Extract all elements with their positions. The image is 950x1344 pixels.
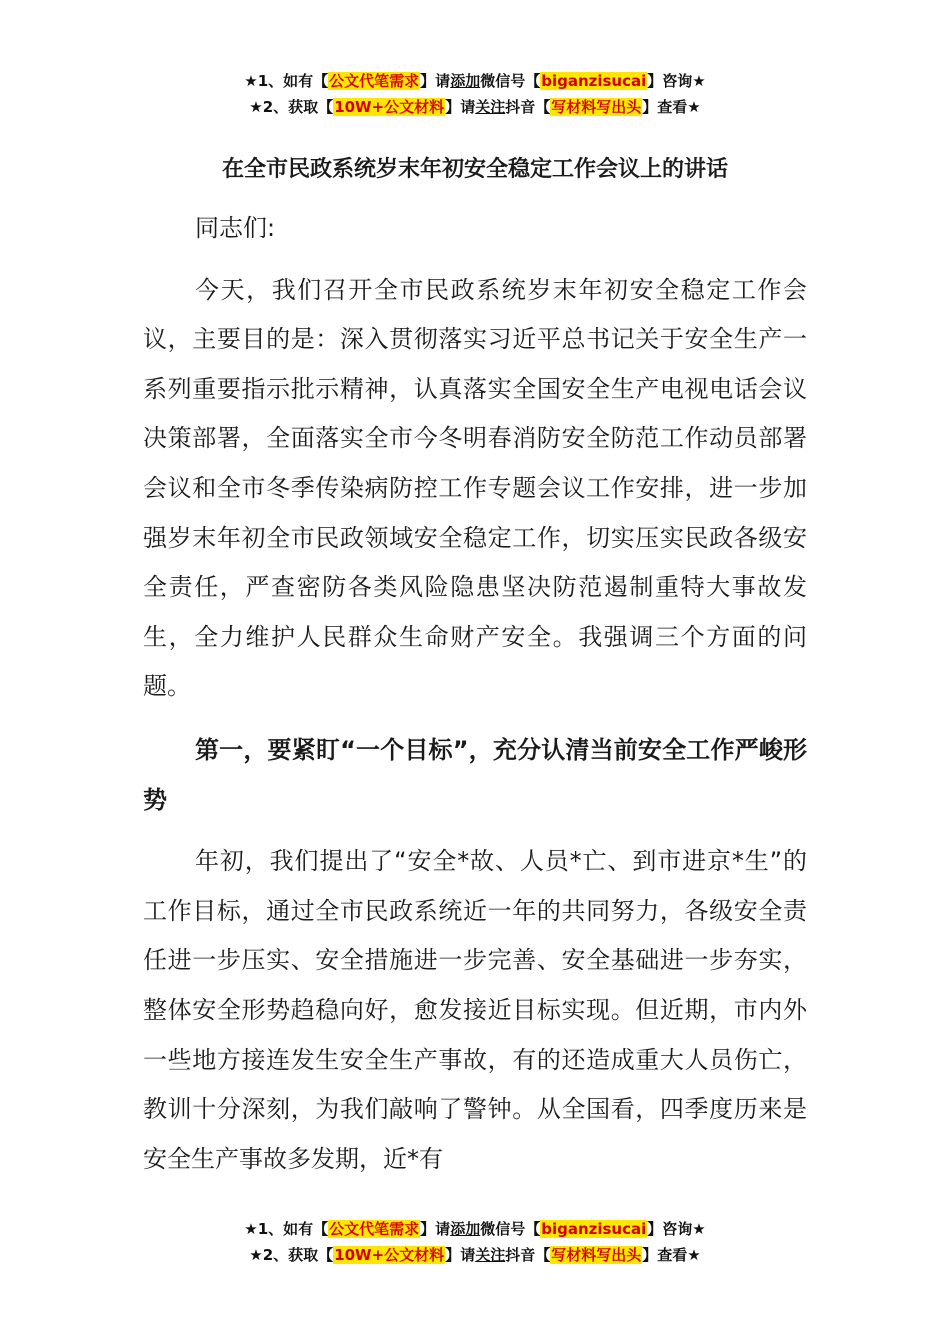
highlight-text: 公文代笔需求 [329, 1220, 420, 1238]
underlined-text: 添加 [450, 1220, 481, 1238]
paragraph: 年初，我们提出了“安全*故、人员*亡、到市进京*生”的工作目标，通过全市民政系统近一年的共同努力，各级安全责任进一步压实、安全措施进一步完善、安全基础进一步夯实，整体安全形势趋稳向好，愈发接近目标实现。但近期，市内外一些地方接连发生安全生产事故，有的还造成重大人员伤亡，教训十分深刻，为我们敲响了警钟。从全国看，四季度历来是安全生产事故多发期，近*有 [143, 847, 807, 1173]
banner-text: 】请 [420, 1220, 451, 1238]
douyin-account: 写材料写出头 [551, 98, 642, 116]
banner-line-1 [0, 68, 950, 94]
paragraph: 今天，我们召开全市民政系统岁末年初安全稳定工作会议，主要目的是：深入贯彻落实习近平总书记关于安全生产一系列重要指示批示精神，认真落实全国安全生产电视电话会议决策部署，全面落实全市今冬明春消防安全防范工作动员部署会议和全市冬季传染病防控工作专题会议工作安排，进一步加强岁末年初全市民政领域安全稳定工作，切实压实民政各级安全责任，严查密防各类风险隐患坚决防范遏制重特大事故发生，全力维护人民群众生命财产安全。我强调三个方面的问题。 [143, 275, 807, 701]
banner-text: 抖音【 [505, 1246, 551, 1264]
banner-text: 】请 [445, 98, 476, 116]
banner-text: ★1、如有【 [244, 1220, 329, 1238]
highlight-text: 10W+公文材料 [334, 98, 445, 116]
banner-text: 微信号【 [480, 1220, 541, 1238]
banner-text: 】请 [420, 72, 451, 90]
banner-text: 】查看★ [642, 98, 701, 116]
banner-text: 】请 [445, 1246, 476, 1264]
banner-text: 】咨询★ [647, 72, 706, 90]
highlight-text: 公文代笔需求 [329, 72, 420, 90]
document-body [143, 150, 807, 1184]
section-heading: 第一，要紧盯“一个目标”，充分认清当前安全工作严峻形势 [143, 735, 807, 814]
banner-line-2 [0, 1242, 950, 1268]
highlight-text: 10W+公文材料 [334, 1246, 445, 1264]
banner-text: 微信号【 [480, 72, 541, 90]
header-banner [0, 68, 950, 120]
banner-text: ★2、获取【 [249, 98, 334, 116]
underlined-text: 关注 [475, 1246, 506, 1264]
banner-line-2 [0, 94, 950, 120]
document-title: 在全市民政系统岁末年初安全稳定工作会议上的讲话 [221, 157, 728, 182]
underlined-text: 关注 [475, 98, 506, 116]
salutation: 同志们: [195, 214, 276, 242]
banner-text: 抖音【 [505, 98, 551, 116]
banner-text: ★1、如有【 [244, 72, 329, 90]
banner-text: 】咨询★ [647, 1220, 706, 1238]
banner-text: ★2、获取【 [249, 1246, 334, 1264]
douyin-account: 写材料写出头 [551, 1246, 642, 1264]
underlined-text: 添加 [450, 72, 481, 90]
wechat-id: biganzisucai [541, 1220, 647, 1238]
banner-line-1 [0, 1216, 950, 1242]
footer-banner [0, 1216, 950, 1268]
banner-text: 】查看★ [642, 1246, 701, 1264]
wechat-id: biganzisucai [541, 72, 647, 90]
